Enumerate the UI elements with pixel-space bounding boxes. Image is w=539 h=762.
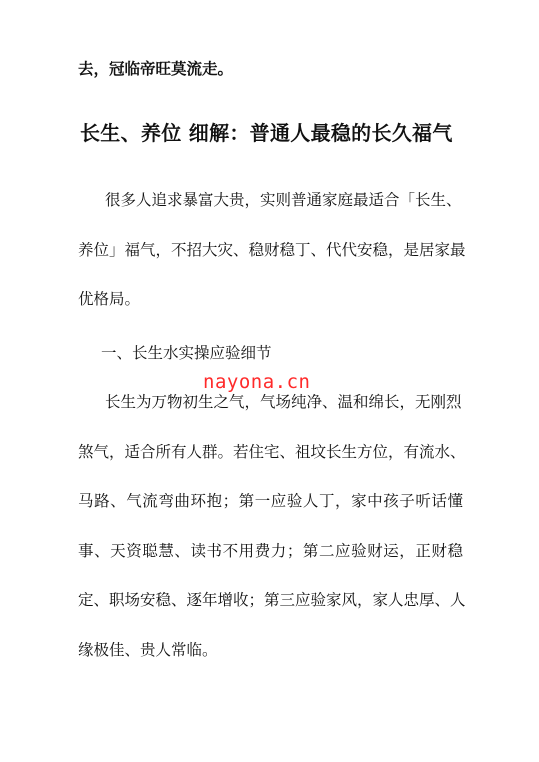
intro-line-3: 优格局。 xyxy=(78,290,141,308)
intro-line-2: 养位」福气，不招大灾、稳财稳丁、代代安稳，是居家最 xyxy=(78,241,466,259)
intro-line-1: 很多人追求暴富大贵，实则普通家庭最适合「长生、 xyxy=(105,191,462,209)
watermark-text: nayona.cn xyxy=(203,371,311,393)
body-line-3: 马路、气流弯曲环抱；第一应验人丁，家中孩子听话懂 xyxy=(78,492,463,510)
body-line-2: 煞气，适合所有人群。若住宅、祖坟长生方位，有流水、 xyxy=(78,443,466,461)
section-title: 长生、养位 细解：普通人最稳的长久福气 xyxy=(80,121,453,145)
subsection-heading: 一、长生水实操应验细节 xyxy=(101,344,272,362)
body-line-4: 事、天资聪慧、读书不用费力；第二应验财运，正财稳 xyxy=(78,542,463,560)
body-line-5: 定、职场安稳、逐年增收；第三应验家风，家人忠厚、人 xyxy=(78,591,466,609)
continuation-line: 去，冠临帝旺莫流走。 xyxy=(78,59,234,78)
body-line-6: 缘极佳、贵人常临。 xyxy=(78,641,218,659)
body-line-1: 长生为万物初生之气，气场纯净、温和绵长，无刚烈 xyxy=(105,393,462,411)
